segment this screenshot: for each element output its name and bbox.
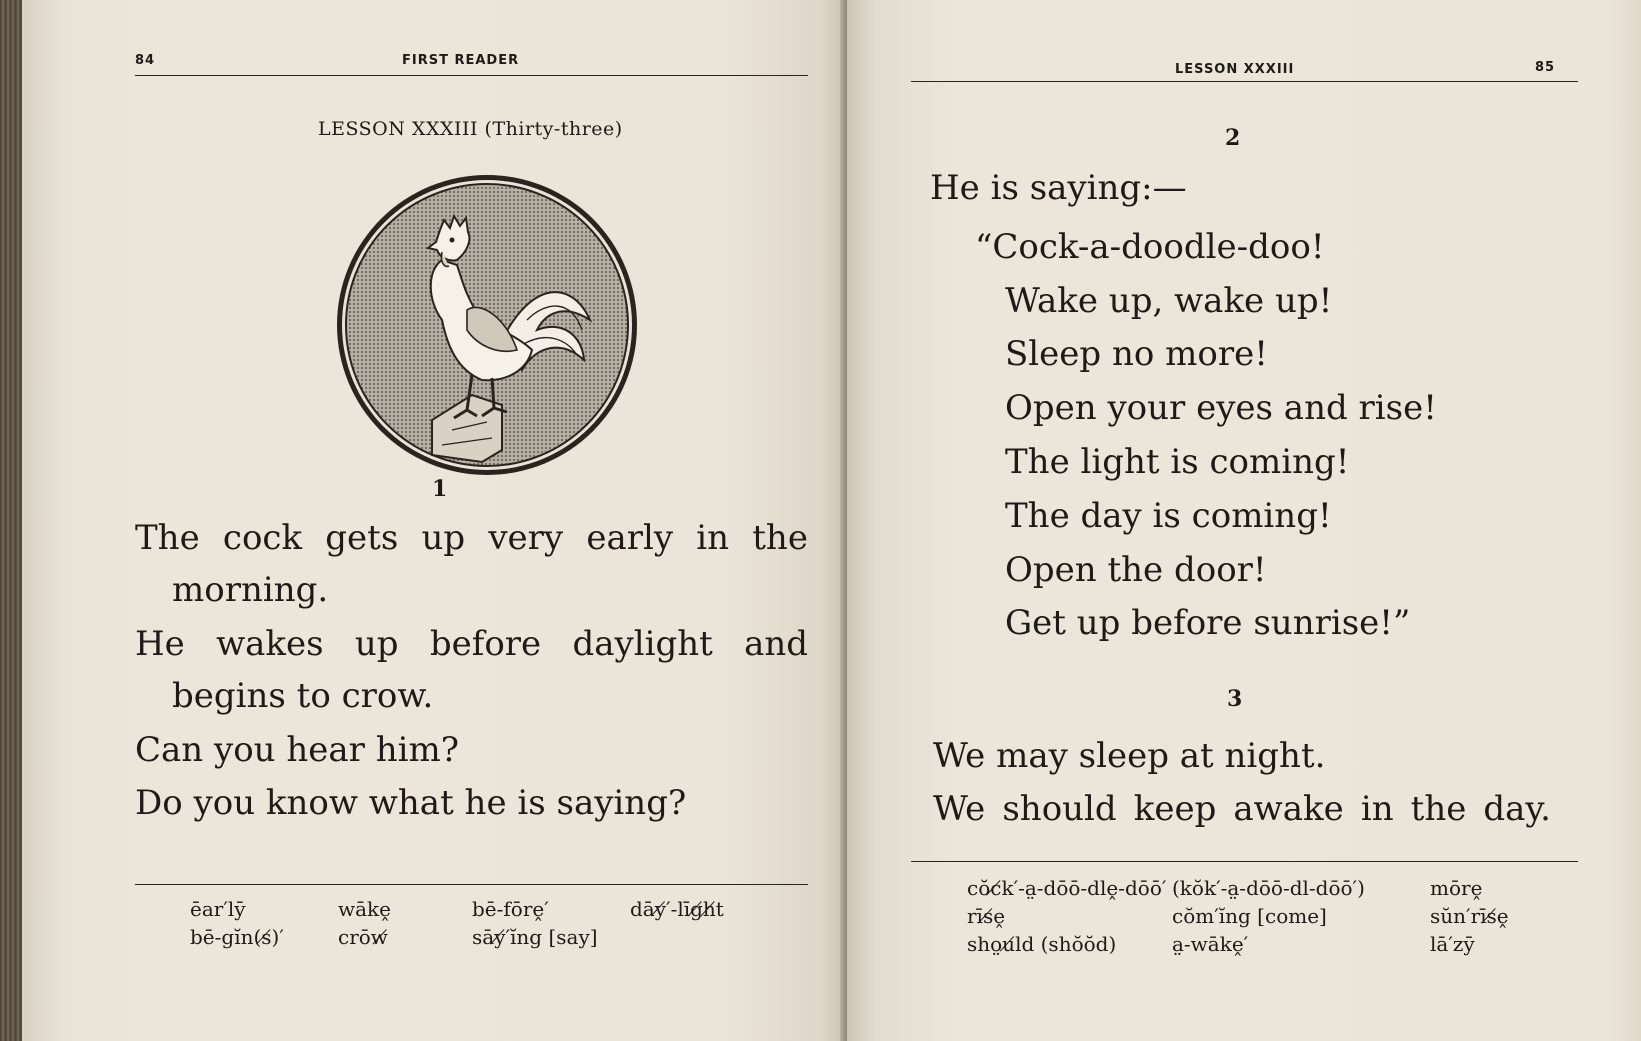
text-line: morning. xyxy=(172,570,329,610)
header-rule xyxy=(911,81,1578,82)
section-number: 1 xyxy=(432,476,448,502)
vocab-word: bē-gĭn(s̸)′ xyxy=(190,925,284,949)
intro-line: He is saying:— xyxy=(930,168,1187,208)
section-number: 2 xyxy=(1225,125,1241,151)
text-fragment: before xyxy=(429,624,542,664)
text-fragment: up xyxy=(421,518,466,558)
vocab-word: (kŏk′-a̤-dōō-dl-dōō′) xyxy=(1172,876,1365,900)
vocab-word: ēar′lȳ xyxy=(190,897,246,921)
vocab-word: crōw̸ xyxy=(338,925,388,949)
left-page xyxy=(22,0,847,1041)
text-fragment: gets xyxy=(325,518,399,558)
text-line xyxy=(135,518,808,558)
lesson-title: LESSON XXXIII (Thirty-three) xyxy=(318,118,623,140)
vocab-word: cŏc̸k′-a̤-dōō-dlḙ-dōō′ xyxy=(967,876,1167,900)
text-fragment: in xyxy=(1360,789,1394,829)
text-line: We may sleep at night. xyxy=(933,736,1326,776)
vocab-word: lā′zȳ xyxy=(1430,932,1475,956)
running-head: LESSON XXXIII xyxy=(1175,62,1295,77)
page-number: 84 xyxy=(135,53,156,68)
poem-line: Sleep no more! xyxy=(1005,334,1268,374)
text-line xyxy=(135,624,808,664)
text-fragment: and xyxy=(744,624,808,664)
text-fragment: awake xyxy=(1233,789,1344,829)
text-fragment: day. xyxy=(1483,789,1551,829)
vocab-rule xyxy=(911,861,1578,862)
vocab-word: sho̤u̸ld (shŏŏd) xyxy=(967,932,1117,956)
poem-line: Open the door! xyxy=(1005,550,1267,590)
page-number: 85 xyxy=(1535,60,1556,75)
vocab-word: dāy̸′-līg̸h̸t xyxy=(630,897,724,921)
text-fragment: The xyxy=(135,518,200,558)
poem-line: Get up before sunrise!” xyxy=(1005,603,1411,643)
header-rule xyxy=(135,75,808,76)
text-line: Do you know what he is saying? xyxy=(135,783,687,823)
vocab-word: a̤-wākḙ′ xyxy=(1172,932,1249,956)
text-fragment: We xyxy=(933,789,986,829)
text-line xyxy=(933,789,1551,829)
poem-line: The day is coming! xyxy=(1005,496,1332,536)
vocab-word: mōrḙ xyxy=(1430,876,1483,900)
right-page xyxy=(847,0,1641,1041)
text-fragment: cock xyxy=(222,518,303,558)
running-head: FIRST READER xyxy=(402,53,520,68)
text-fragment: He xyxy=(135,624,185,664)
vocab-rule xyxy=(135,884,808,885)
text-fragment: wakes xyxy=(216,624,324,664)
vocab-word: rīs̸ḙ xyxy=(967,904,1006,928)
text-line: begins to crow. xyxy=(172,676,434,716)
vocab-word: wākḙ xyxy=(338,897,391,921)
text-fragment: the xyxy=(1410,789,1467,829)
text-fragment: very xyxy=(488,518,564,558)
text-fragment: the xyxy=(752,518,808,558)
text-fragment: early xyxy=(586,518,674,558)
rooster-icon xyxy=(332,170,642,480)
page-edges xyxy=(0,0,22,1041)
poem-line: “Cock-a-doodle-doo! xyxy=(975,227,1325,267)
vocab-word: cŏm′ĭng [come] xyxy=(1172,904,1327,928)
text-fragment: should xyxy=(1002,789,1117,829)
poem-line: Open your eyes and rise! xyxy=(1005,388,1437,428)
poem-line: Wake up, wake up! xyxy=(1005,281,1333,321)
text-fragment: in xyxy=(696,518,730,558)
vocab-word: sŭn′rīs̸ḙ xyxy=(1430,904,1509,928)
text-fragment: daylight xyxy=(572,624,713,664)
text-fragment: up xyxy=(354,624,399,664)
text-line: Can you hear him? xyxy=(135,730,459,770)
vocab-word: sāy̸′ĭng [say] xyxy=(472,925,598,949)
vocab-word: bē-fōrḙ′ xyxy=(472,897,549,921)
poem-line: The light is coming! xyxy=(1005,442,1350,482)
text-fragment: keep xyxy=(1133,789,1217,829)
section-number: 3 xyxy=(1227,686,1243,712)
